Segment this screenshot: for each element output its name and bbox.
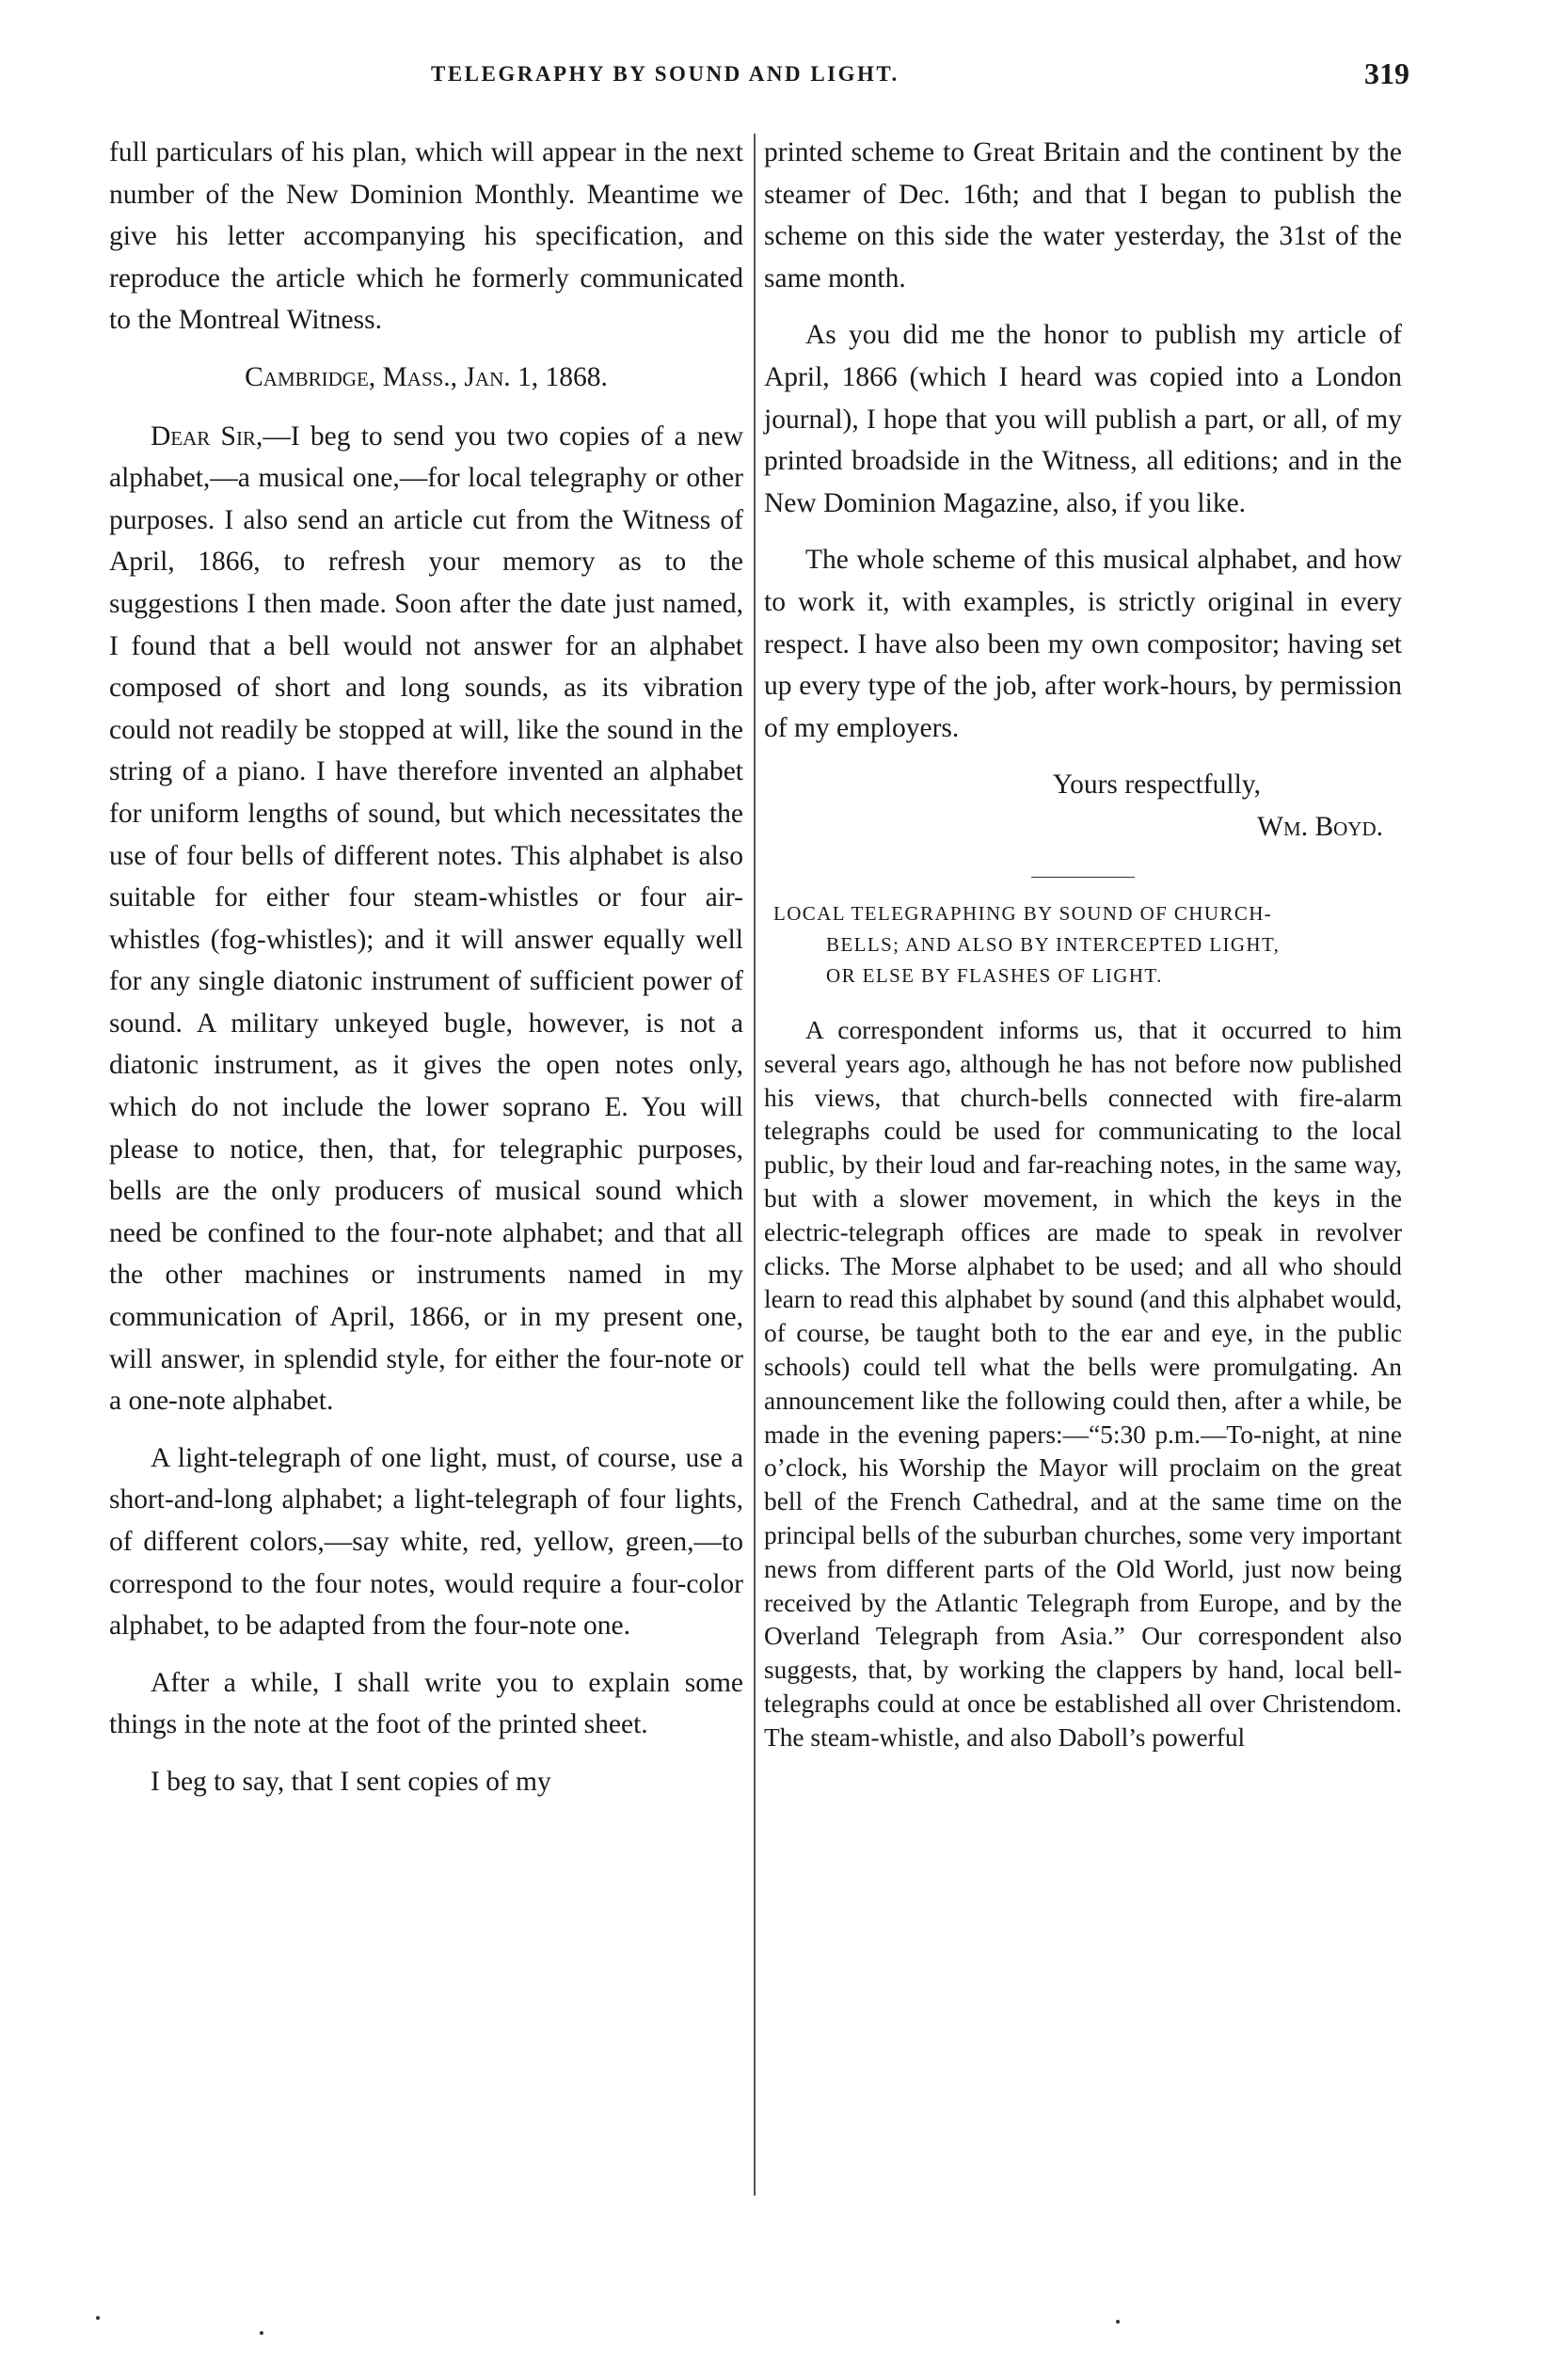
paragraph-after-a-while: After a while, I shall write you to explain some things in the note at the foot of the printed sheet. [109, 1667, 743, 1740]
running-title: TELEGRAPHY BY SOUND AND LIGHT. [431, 62, 899, 86]
paragraph-printed-scheme: printed scheme to Great Britain and the continent by the steamer of Dec. 16th; and that I began to publish the scheme on this side the water yesterday, the 31st of the same month. [764, 137, 1402, 294]
section-heading [764, 898, 1402, 992]
letter-paragraph [109, 416, 743, 1422]
paragraph-copies: I beg to say, that I sent copies of my [151, 1766, 551, 1797]
paragraph-continuation: full particulars of his plan, which will appear in the next number of the New Dominion Monthly. Meantime we give his letter accompanying his specification, and reproduce the article which he formerly communicated to the Montreal Witness. [109, 137, 743, 336]
paragraph-correspondent: A correspondent informs us, that it occurred to him several years ago, although he has not before now published his views, that church-bells connected with fire-alarm telegraphs could be used for communicating to the local public, by their loud and far-reaching notes, in the same way, but with a slower movement, in which the keys in the electric-telegraph offices are made to speak in revolver clicks. The Morse alphabet to be used; and all who should learn to read this alphabet by sound (and this alphabet would, of course, be taught both to the ear and eye, in the public schools) could tell what the bells were promulgating. An announcement like the following could then, after a while, be made in the evening papers:—“5:30 p.m.—To-night, at nine o’clock, his Worship the Mayor will proclaim on the great bell of the French Cathedral, and at the same time on the principal bells of the suburban churches, some very important news from different parts of the Old World, just now being received by the Atlantic Telegraph from Europe, and by the Overland Telegraph from Asia.” Our correspondent also suggests, that, by working the clappers by hand, local bell-telegraphs could at once be established all over Christendom. The steam-whistle, and also Daboll’s powerful [764, 1016, 1402, 1752]
left-column [109, 132, 743, 1818]
right-column [764, 132, 1402, 1770]
print-speck [1116, 2320, 1120, 2324]
paragraph-light-telegraph: A light-telegraph of one light, must, of course, use a short-and-long alphabet; a light-telegraph of four lights, of different colors,—say white, red, yellow, green,—to correspond to the four notes, would require a four-color alphabet, to be adapted from the four-note one. [109, 1442, 743, 1642]
page-number: 319 [1364, 56, 1409, 90]
signature: Wm. Boyd. [1257, 811, 1383, 842]
print-speck [260, 2331, 263, 2335]
column-divider [754, 134, 756, 2196]
section-heading-line: BELLS; AND ALSO BY INTERCEPTED LIGHT, [826, 933, 1281, 956]
section-heading-line: LOCAL TELEGRAPHING BY SOUND OF CHURCH- [773, 902, 1273, 925]
page-header [111, 58, 1409, 96]
dateline: Cambridge, Mass., Jan. 1, 1868. [245, 361, 608, 392]
salutation: Dear Sir, [151, 420, 263, 452]
section-heading-line: OR ELSE BY FLASHES OF LIGHT. [826, 964, 1163, 987]
section-separator [1031, 877, 1135, 879]
letter-body: —I beg to send you two copies of a new alphabet,—a musical one,—for local telegraphy or other purposes. I also send an article cut from the Witness of April, 1866, to refresh your memory as to the suggestions I then made. Soon after the date just named, I found that a bell would not answer for an alphabet composed of short and long sounds, as its vibration could not readily be stopped at will, like the sound in the string of a piano. I have therefore invented an alphabet for uniform lengths of sound, but which necessitates the use of four bells of different notes. This alphabet is also suitable for either four steam-whistles or four air-whistles (fog-whistles); and it will answer equally well for any single diatonic instrument of sufficient power of sound. A military unkeyed bugle, however, is not a diatonic instrument, as it gives the open notes only, which do not include the lower soprano E. You will please to notice, then, that, for telegraphic purposes, bells are the only producers of musical sound which need be confined to the four-note alphabet; and that all the other machines or instruments named in my communication of April, 1866, or in my present one, will answer, in splendid style, for either the four-note or a one-note alphabet. [109, 420, 743, 1417]
paragraph-whole-scheme: The whole scheme of this musical alphabet, and how to work it, with examples, is strictly original in every respect. I have also been my own compositor; having set up every type of the job, after work-hours, by permission of my employers. [764, 545, 1402, 743]
letter-closing: Yours respectfully, [1052, 770, 1261, 801]
print-speck [96, 2316, 100, 2320]
paragraph-honor: As you did me the honor to publish my article of April, 1866 (which I heard was copied into a London journal), I hope that you will publish a part, or all, of my printed broadside in the Witness, all editions; and in the New Dominion Magazine, also, if you like. [764, 320, 1402, 518]
